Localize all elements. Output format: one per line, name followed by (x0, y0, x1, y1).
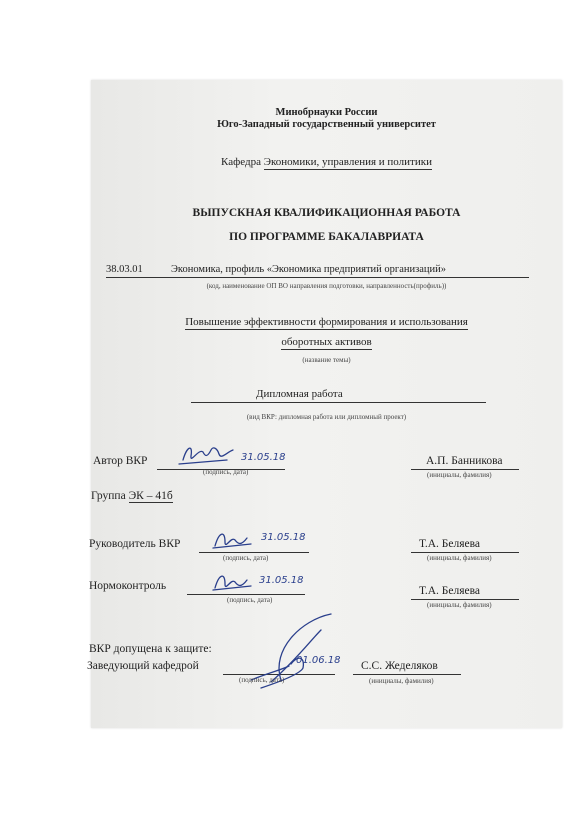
group-label: Группа (91, 490, 129, 502)
work-type-caption: (вид ВКР: дипломная работа или дипломный проект) (246, 413, 407, 421)
work-type-value: Дипломная работа (256, 388, 343, 400)
supervisor-sign-caption: (подпись, дата) (223, 554, 269, 562)
university-name: Юго-Западный государственный университет (217, 119, 436, 130)
admission-line-1: ВКР допущена к защите: (89, 643, 212, 655)
program-underline (106, 277, 529, 278)
group-line (91, 490, 173, 503)
normcontrol-name: Т.А. Беляева (419, 585, 481, 597)
author-signature (177, 438, 237, 472)
author-label: Автор ВКР (93, 455, 148, 467)
group-value: ЭК – 41б (128, 490, 173, 502)
admission-name: С.С. Жеделяков (361, 660, 438, 672)
program-code: 38.03.01 (106, 264, 143, 275)
normcontrol-name-caption: (инициалы, фамилия) (427, 601, 492, 609)
author-name: А.П. Банникова (426, 455, 503, 467)
department-prefix: Кафедра (221, 156, 264, 168)
work-type-underline (191, 402, 486, 403)
supervisor-signature (211, 528, 255, 554)
supervisor-name-caption: (инициалы, фамилия) (427, 554, 492, 562)
author-name-line (411, 469, 519, 470)
admission-name-caption: (инициалы, фамилия) (369, 677, 434, 685)
author-sign-caption: (подпись, дата) (203, 468, 249, 476)
normcontrol-sign-caption: (подпись, дата) (227, 596, 273, 604)
author-name-caption: (инициалы, фамилия) (427, 471, 492, 479)
admission-name-line (353, 674, 461, 675)
topic-caption: (название темы) (302, 356, 351, 364)
supervisor-name-line (411, 552, 519, 553)
author-date: 31.05.18 (241, 452, 286, 463)
topic-line-2: оборотных активов (281, 336, 372, 348)
admission-line-2: Заведующий кафедрой (87, 660, 199, 672)
supervisor-date: 31.05.18 (261, 532, 306, 543)
admission-date: 01.06.18 (296, 655, 341, 666)
admission-sign-caption: (подпись, дата) (239, 676, 285, 684)
normcontrol-signature (211, 570, 255, 596)
normcontrol-date: 31.05.18 (259, 575, 304, 586)
ministry-name: Минобрнауки России (275, 107, 378, 118)
title-line-1: ВЫПУСКНАЯ КВАЛИФИКАЦИОННАЯ РАБОТА (192, 207, 461, 219)
normcontrol-name-line (411, 599, 519, 600)
program-name: Экономика, профиль «Экономика предприятий организаций» (171, 264, 447, 275)
supervisor-name: Т.А. Беляева (419, 538, 481, 550)
normcontrol-label: Нормоконтроль (89, 580, 167, 592)
department-name: Экономики, управления и политики (263, 156, 432, 168)
supervisor-label: Руководитель ВКР (89, 538, 181, 550)
program-caption: (код, наименование ОП ВО направления подготовки, направленность(профиль)) (206, 282, 447, 290)
department-line (91, 156, 562, 170)
topic-line-1: Повышение эффективности формирования и использования (185, 316, 468, 328)
title-line-2: ПО ПРОГРАММЕ БАКАЛАВРИАТА (229, 231, 424, 243)
document-sheet (87, 80, 562, 728)
